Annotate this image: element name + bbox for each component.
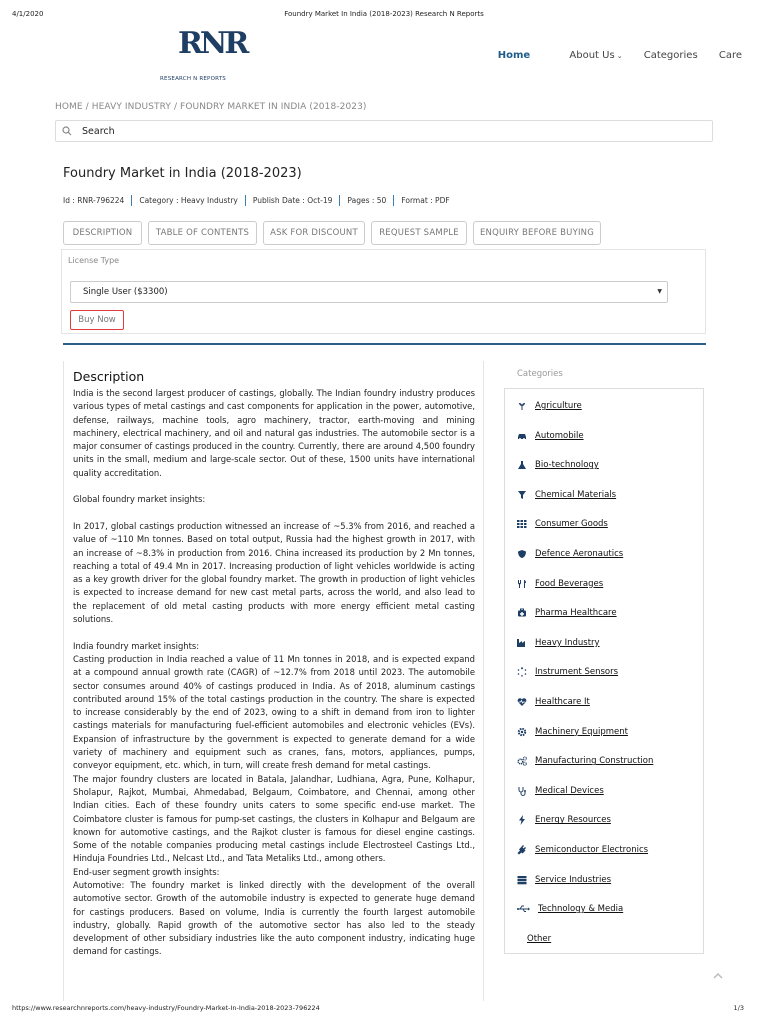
category-label: Other xyxy=(527,933,552,944)
description-paragraph: In 2017, global castings production witnessed an increase of ~5.3% from 2016, and reached a value of ~110 Mn tonnes. Based on total output, Russia had the highest growth in 2017, with an increase of ~8.3% in production from 2016. China increased its production by 2 Mn tonnes, reaching a total of 49.4 Mn in 2017. Increasing production of light vehicles worldwide is acting as a key growth driver for the global foundry market. The growth in production of light vehicles is expected to increase demand for new cast metal parts, across the world, and also lead to the replacement of old metal casting products with more energy efficient metal casting solutions. xyxy=(73,520,475,625)
category-label: Manufacturing Construction xyxy=(535,756,654,767)
category-agriculture[interactable] xyxy=(517,399,582,413)
flask-icon xyxy=(517,460,527,470)
report-tabs xyxy=(63,221,607,245)
plug-icon xyxy=(517,845,527,855)
category-label: Instrument Sensors xyxy=(535,667,619,678)
meta-id: Id : RNR-796224 xyxy=(63,196,125,205)
category-label: Healthcare It xyxy=(535,697,590,707)
bolt-icon xyxy=(517,815,527,825)
category-label: Food Beverages xyxy=(535,578,604,589)
category-energy-resources[interactable] xyxy=(517,813,611,827)
chevron-down-icon: ⌄ xyxy=(616,52,623,60)
print-header xyxy=(0,10,768,22)
description-paragraph: End-user segment growth insights: xyxy=(73,866,220,877)
license-type-label: License Type xyxy=(68,256,120,265)
description-body xyxy=(73,387,475,959)
server-icon xyxy=(517,875,527,885)
grid-icon xyxy=(517,519,527,529)
funnel-icon xyxy=(517,490,527,500)
main-nav xyxy=(480,50,742,61)
description-panel xyxy=(63,361,484,1001)
category-bio-technology[interactable] xyxy=(517,458,599,472)
category-label: Medical Devices xyxy=(535,785,604,796)
meta-separator xyxy=(245,195,246,206)
meta-separator xyxy=(339,195,340,206)
category-label: Service Industries xyxy=(535,874,612,885)
section-divider xyxy=(63,343,706,345)
spinner-icon xyxy=(517,667,527,677)
car-icon xyxy=(517,431,527,441)
chevron-up-icon[interactable] xyxy=(713,972,723,980)
license-panel xyxy=(61,249,706,334)
meta-pages: Pages : 50 xyxy=(347,196,387,205)
category-service-industries[interactable] xyxy=(517,873,611,887)
license-select[interactable] xyxy=(70,281,668,303)
description-paragraph: The major foundry clusters are located in Batala, Jalandhar, Ludhiana, Agra, Pune, Kolhapur, Sholapur, Rajkot, Mumbai, Ahmedabad, Belgaum, Coimbatore, and Chennai, among other Indian cities. Each of these foundry units caters to some specific end-use market. The Coimbatore cluster is famous for pump-set castings, the clusters in Kolhapur and Belgaum are known for automotive castings, and the Rajkot cluster is famous for diesel engine castings. Some of the notable companies producing metal castings include Electrosteel Castings Ltd., Hinduja Foundries Ltd., Nelcast Ltd., and Tata Metaliks Ltd., among others. xyxy=(73,773,475,864)
nav-categories[interactable]: Categories xyxy=(643,50,698,61)
categories-label: Categories xyxy=(517,369,563,379)
nav-about-us-label: About Us xyxy=(569,50,615,61)
tab-table-of-contents[interactable]: TABLE OF CONTENTS xyxy=(148,221,257,245)
category-heavy-industry[interactable] xyxy=(517,636,600,650)
print-page-number: 1/3 xyxy=(733,1004,744,1012)
tab-description[interactable]: DESCRIPTION xyxy=(63,221,142,245)
industry-icon xyxy=(517,638,527,648)
category-machinery-equipment[interactable] xyxy=(517,725,628,739)
caret-down-icon: ▼ xyxy=(657,288,662,295)
category-food-beverages[interactable] xyxy=(517,577,603,591)
category-label: Defence Aeronautics xyxy=(535,549,624,559)
category-label: Automobile xyxy=(535,430,584,441)
category-chemical-materials[interactable] xyxy=(517,488,616,502)
description-heading: Description xyxy=(73,369,145,384)
category-pharma-healthcare[interactable] xyxy=(517,606,617,620)
nav-home[interactable]: Home xyxy=(497,50,531,61)
category-label: Bio-technology xyxy=(535,460,599,471)
gear-icon xyxy=(517,727,527,737)
paragraph-gap xyxy=(73,626,475,639)
category-label: Pharma Healthcare xyxy=(535,608,617,619)
category-label: Technology & Media xyxy=(538,904,624,915)
site-logo[interactable] xyxy=(160,26,247,88)
category-technology-media[interactable] xyxy=(517,902,623,916)
cutlery-icon xyxy=(517,579,527,589)
tab-request-sample[interactable]: REQUEST SAMPLE xyxy=(371,221,467,245)
description-paragraph: Automotive: The foundry market is linked directly with the development of the overall automotive sector. Growth of the automobile industry is expected to generate huge demand for castings producers. Based on volume, India is currently the fourth largest automobile industry, globally. Rapid growth of the automotive sector has also led to the steady development of other subsidiary industries like the auto component industry, indicating huge demand for castings. xyxy=(73,879,475,957)
print-title: Foundry Market In India (2018-2023) Research N Reports xyxy=(284,10,484,18)
category-other[interactable] xyxy=(527,932,551,946)
search-bar[interactable] xyxy=(55,120,713,142)
print-url: https://www.researchnreports.com/heavy-industry/Foundry-Market-In-India-2018-2023-796224 xyxy=(12,1004,320,1012)
category-label: Energy Resources xyxy=(535,815,611,826)
nav-care[interactable]: Care xyxy=(718,50,742,61)
category-label: Heavy Industry xyxy=(535,637,600,648)
page-title: Foundry Market in India (2018-2023) xyxy=(63,166,302,181)
meta-publish-date: Publish Date : Oct-19 xyxy=(252,196,333,205)
meta-category: Category : Heavy Industry xyxy=(139,196,238,205)
stethoscope-icon xyxy=(517,786,527,796)
category-healthcare-it[interactable] xyxy=(517,695,590,709)
category-semiconductor-electronics[interactable] xyxy=(517,843,648,857)
description-paragraph: Casting production in India reached a value of 11 Mn tonnes in 2018, and is expected expand at a compound annual growth rate (CAGR) of ~12.7% from 2018 until 2023. The automobile sector consumes around 40% of castings produced in India. As of 2018, aluminum castings contributed around 15% of the total castings production in the country. The share is expected to increase considerably by the end of 2023, owing to a shift in demand from iron to lighter castings materials for manufacturing fuel-efficient automobiles and electronic vehicles (EVs). Expansion of infrastructure by the government is expected to generate demand for a wide variety of machinery and equipment such as cranes, fans, motors, appliances, pumps, conveyor equipment, etc. which, in turn, will create fresh demand for metal castings. xyxy=(73,653,475,771)
category-instrument-sensors[interactable] xyxy=(517,665,618,679)
category-manufacturing-construction[interactable] xyxy=(517,754,653,768)
paragraph-gap xyxy=(73,480,475,493)
description-paragraph: India foundry market insights: xyxy=(73,640,200,651)
description-paragraph: Global foundry market insights: xyxy=(73,494,206,505)
categories-panel xyxy=(504,388,704,954)
license-selected-value: Single User ($3300) xyxy=(83,287,168,297)
medkit-icon xyxy=(517,608,527,618)
tab-enquiry-before-buying[interactable]: ENQUIRY BEFORE BUYING xyxy=(473,221,601,245)
category-label: Agriculture xyxy=(535,401,582,411)
breadcrumb[interactable]: HOME / HEAVY INDUSTRY / FOUNDRY MARKET IN INDIA (2018-2023) xyxy=(55,102,367,112)
search-icon xyxy=(62,126,72,136)
logo-mark: RNR xyxy=(178,26,247,61)
meta-separator xyxy=(131,195,132,206)
heartbeat-icon xyxy=(517,697,527,707)
buy-now-button[interactable]: Buy Now xyxy=(70,310,124,330)
category-medical-devices[interactable] xyxy=(517,784,604,798)
print-date: 4/1/2020 xyxy=(12,10,44,18)
search-input[interactable] xyxy=(82,126,682,137)
category-defence-aeronautics[interactable] xyxy=(517,547,623,561)
category-label: Consumer Goods xyxy=(535,519,608,530)
meta-format: Format : PDF xyxy=(401,196,450,205)
category-label: Chemical Materials xyxy=(535,489,617,500)
usb-icon xyxy=(517,904,530,914)
meta-separator xyxy=(393,195,394,206)
nav-about-us[interactable] xyxy=(551,50,622,61)
logo-subtitle: RESEARCH N REPORTS xyxy=(160,76,226,82)
report-meta xyxy=(63,195,450,206)
tab-ask-for-discount[interactable]: ASK FOR DISCOUNT xyxy=(263,221,365,245)
category-label: Machinery Equipment xyxy=(535,726,628,737)
category-label: Semiconductor Electronics xyxy=(535,845,649,855)
description-paragraph: India is the second largest producer of castings, globally. The Indian foundry industry produces various types of metal castings and cast components for application in the power, automotive, defense, railways, machine tools, agro machinery, tractor, earth-moving and mining machinery, electrical machinery, and oil and natural gas industries. The automobile sector is a major consumer of castings produced in the country. Currently, there are around 4,500 foundry units in the small, medium and large-scale sector. Out of these, 1500 units have international quality accreditation. xyxy=(73,388,475,478)
paragraph-gap xyxy=(73,507,475,520)
shield-icon xyxy=(517,549,527,559)
gears-icon xyxy=(517,756,527,766)
sprout-icon xyxy=(517,401,527,411)
category-consumer-goods[interactable] xyxy=(517,517,608,531)
category-automobile[interactable] xyxy=(517,429,584,443)
